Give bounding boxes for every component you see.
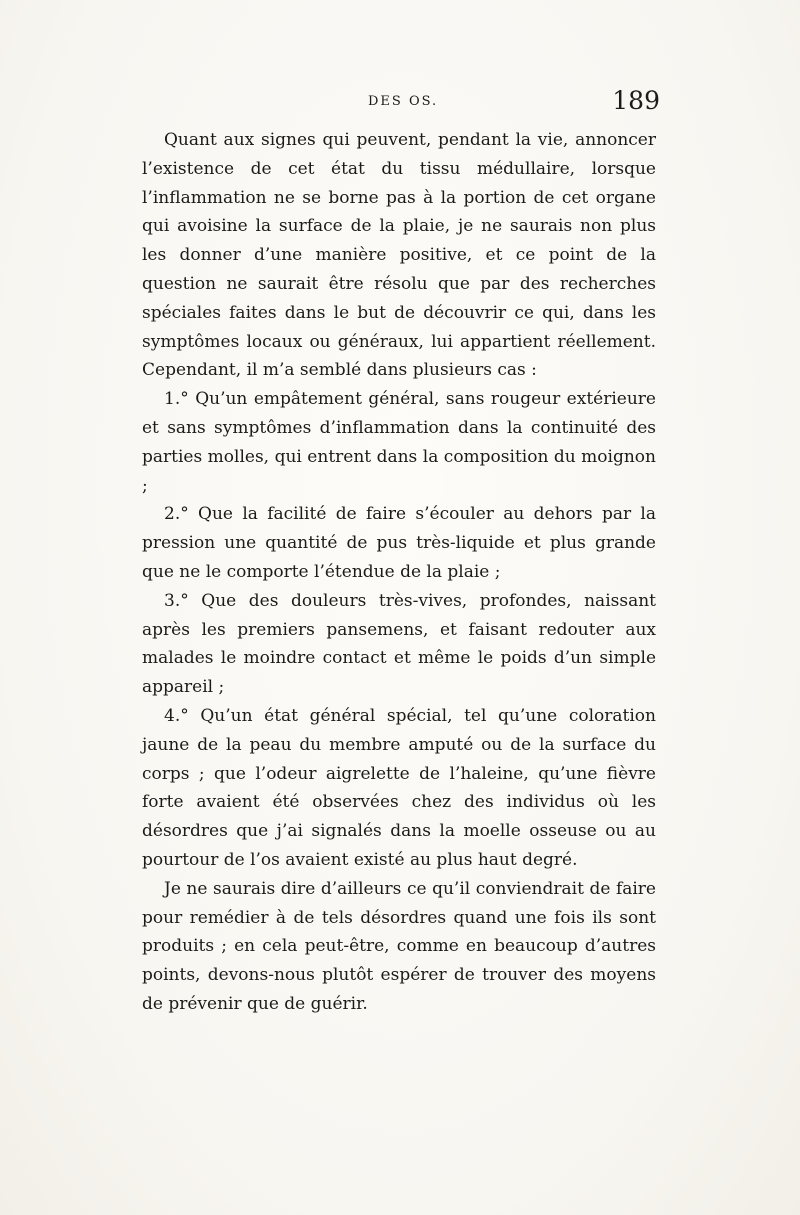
running-head	[140, 84, 660, 118]
paragraph-item-3: 3.° Que des douleurs très-vives, profondes, naissant après les premiers pansemens, et faisant redouter aux malades le moindre contact et même le poids d’un simple appareil ;	[142, 590, 656, 698]
paragraph-item-4: 4.° Qu’un état général spécial, tel qu’une coloration jaune de la peau du membre amputé ou de la surface du corps ; que l’odeur aigrelette de l’haleine, qu’une fièvre forte avaient été observées chez des individus où les désordres que j’ai signalés dans la moelle osseuse ou au pourtour de l’os avaient existé au plus haut degré.	[142, 705, 656, 870]
paragraph-item-1: 1.° Qu’un empâtement général, sans rougeur extérieure et sans symptômes d’inflammation dans la continuité des parties molles, qui entrent dans la composition du moignon ;	[142, 389, 656, 496]
body-text	[142, 126, 656, 1019]
page-number: 189	[612, 86, 660, 115]
header-title: DES OS.	[368, 94, 439, 109]
paragraph-conclusion: Je ne saurais dire d’ailleurs ce qu’il conviendrait de faire pour remédier à de tels désordres quand une fois ils sont produits ; en cela peut-être, comme en beaucoup d’autres points, devons-nous plutôt espérer de trouver des moyens de prévenir que de guérir.	[142, 878, 656, 1014]
paragraph-intro: Quant aux signes qui peuvent, pendant la vie, annoncer l’existence de cet état du tissu médullaire, lorsque l’inflammation ne se borne pas à la portion de cet organe qui avoisine la surface de la plaie, je ne saurais non plus les donner d’une manière positive, et ce point de la question ne saurait être résolu que par des recherches spéciales faites dans le but de découvrir ce qui, dans les symptômes locaux ou généraux, lui appartient réellement. Cependant, il m’a semblé dans plusieurs cas :	[142, 130, 656, 381]
paragraph-item-2: 2.° Que la facilité de faire s’écouler au dehors par la pression une quantité de pus très-liquide et plus grande que ne le comporte l’étendue de la plaie ;	[142, 504, 656, 582]
